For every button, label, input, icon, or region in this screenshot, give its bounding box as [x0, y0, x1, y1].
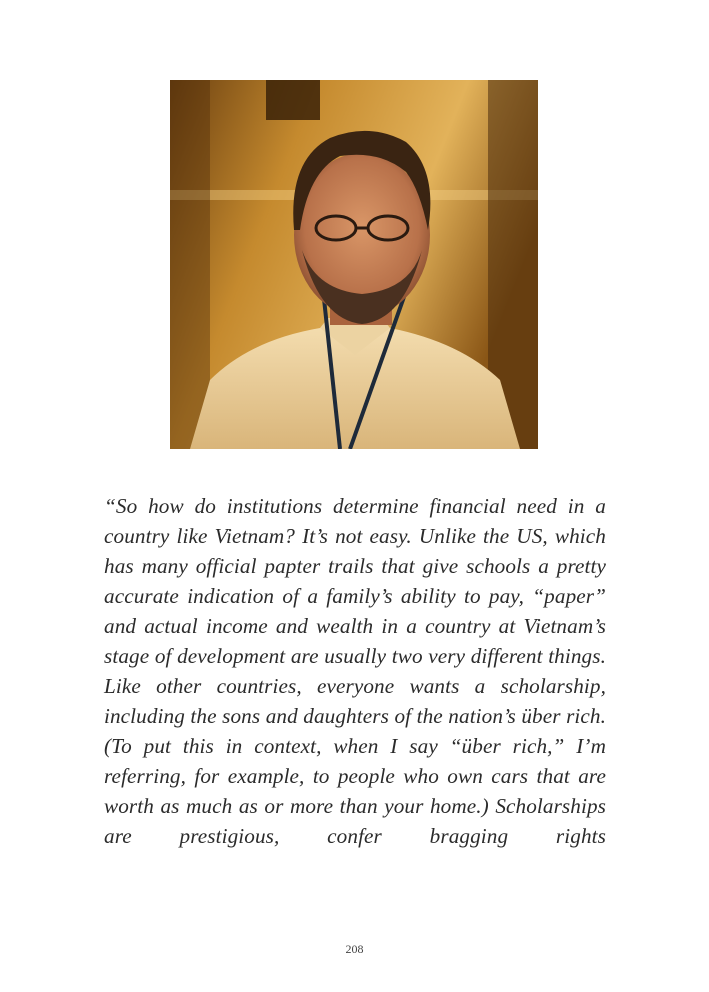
- portrait-photo: [170, 80, 538, 449]
- page-number: 208: [345, 942, 364, 956]
- portrait-illustration: [170, 80, 538, 449]
- quote-paragraph: “So how do institutions determine financial need in a country like Vietnam? It’s not easy. Unlike the US, which has many official papter trails that give schools a pretty accurate indication of a family’s ability to pay, “paper” and actual income and wealth in a country at Vietnam’s stage of development are usually two very different things. Like other countries, everyone wants a scholarship, including the sons and daughters of the nation’s über rich. (To put this in context, when I say “über rich,” I’m referring, for example, to people who own cars that are worth as much as or more than your home.) Scholarships are prestigious, confer bragging rights: [104, 494, 606, 848]
